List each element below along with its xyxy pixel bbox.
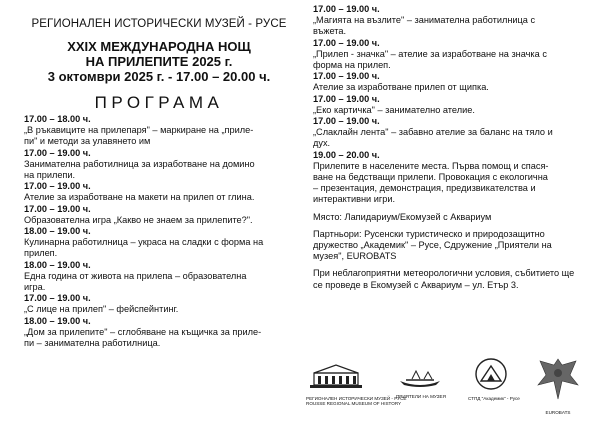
bat-icon	[532, 355, 584, 405]
eurobats-logo	[532, 355, 584, 415]
program-text: – презентация, демонстрация, предизвикателства и	[313, 183, 536, 194]
program-text: Партньори: Русенски туристическо и природозащитно	[313, 228, 545, 239]
program-list-right	[313, 4, 585, 291]
museum-logo	[306, 361, 407, 407]
program-text: дружество „Академик" – Русе, Сдружение „Приятели на	[313, 240, 552, 251]
program-text: ване на бедстващи прилепи. Провокация с екологична	[313, 172, 548, 183]
friends-logo	[396, 367, 444, 399]
ship-icon	[396, 367, 444, 389]
program-text: прилеп.	[24, 248, 58, 259]
program-text: Образователна игра „Какво не знаем за прилепите?".	[24, 214, 253, 225]
friends-logo-caption: ПРИЯТЕЛИ НА МУЗЕЯ	[396, 394, 446, 399]
program-text: интерактивни игри.	[313, 194, 396, 205]
museum-logo-caption: РЕГИОНАЛЕН ИСТОРИЧЕСКИ МУЗЕЙ - РУСЕ	[306, 396, 407, 401]
program-text: „В ръкавиците на прилепаря" – маркиране на „прилe-	[24, 125, 254, 136]
program-text: „С лице на прилеп" – фейспейнтинг.	[24, 304, 179, 315]
time-slot: 17.00 – 18.00 ч.	[24, 114, 91, 124]
program-text: Занимателна работилница за изработване на домино	[24, 158, 255, 169]
time-slot: 17.00 – 19.00 ч.	[313, 71, 380, 82]
program-text: „Еко картичка" – занимателно ателие.	[313, 104, 475, 115]
program-text: Ателие за изработване на макети на прилеп от глина.	[24, 192, 255, 203]
time-slot: 18.00 – 19.00 ч.	[24, 226, 91, 237]
program-text: Кулинарна работилница – украса на сладки с форма на	[24, 237, 264, 248]
time-slot: 17.00 – 19.00 ч.	[24, 181, 91, 192]
program-list-left	[24, 114, 294, 349]
time-slot: 17.00 – 19.00 ч.	[24, 293, 91, 304]
program-text: пи – занимателна работилница.	[24, 338, 161, 349]
program-text: Място: Лапидариум/Екомузей с Аквариум	[313, 211, 492, 222]
time-slot: 18.00 – 19.00 ч.	[24, 315, 91, 326]
time-slot: 17.00 – 19.00 ч.	[313, 37, 380, 48]
program-text: Ателие за изработване прилеп от щипка.	[313, 82, 489, 93]
program-heading: ПРОГРАМА	[94, 93, 224, 112]
time-slot: 17.00 – 19.00 ч.	[24, 203, 91, 214]
eurobats-logo-caption: EUROBATS	[545, 410, 571, 415]
program-text: форма на прилеп.	[313, 60, 391, 71]
time-slot: 17.00 – 19.00 ч.	[24, 147, 91, 158]
time-slot: 18.00 – 19.00 ч.	[24, 259, 91, 270]
program-text: Прилепите в населените места. Първа помощ и спася-	[313, 160, 549, 171]
program-text: „Магията на възлите" – занимателна работилница с	[313, 15, 536, 26]
event-date: 3 октомври 2025 г. - 17.00 – 20.00 ч.	[47, 69, 271, 84]
program-text: се проведе в Екомузей с Аквариум – ул. Етър 3.	[313, 279, 519, 290]
program-text: „Прилеп - значка" – ателие за изработване на значка с	[313, 48, 547, 59]
program-text: дух.	[313, 138, 331, 149]
program-text: Една година от живота на прилепа – образователна	[24, 270, 247, 281]
program-text: музея", EUROBATS	[313, 251, 397, 262]
partner-logos	[300, 355, 592, 417]
program-text: „Дом за прилепите" – сглобяване на къщичка за прилe-	[24, 326, 262, 337]
akademik-emblem-icon	[468, 357, 514, 391]
akademik-logo	[468, 357, 520, 401]
museum-title: РЕГИОНАЛЕН ИСТОРИЧЕСКИ МУЗЕЙ - РУСЕ	[31, 18, 287, 30]
time-slot: 17.00 – 19.00 ч.	[313, 93, 380, 104]
program-text: „Слаклайн лента" – забавно ателие за баланс на тяло и	[313, 127, 553, 138]
program-text: игра.	[24, 282, 46, 293]
right-column	[313, 4, 585, 291]
program-text: При неблагоприятни метеорологични условия, събитието ще	[313, 268, 575, 279]
program-text: пи" и методи за улавянето им	[24, 136, 151, 147]
event-title-line2: НА ПРИЛЕПИТЕ 2025 г.	[85, 54, 233, 69]
museum-logo-caption-en: ROUSSE REGIONAL MUSEUM OF HISTORY	[306, 401, 402, 407]
museum-building-icon	[306, 361, 366, 391]
left-column	[24, 18, 294, 349]
event-title-line1: XXIX МЕЖДУНАРОДНА НОЩ	[67, 39, 251, 54]
program-text: на прилепи.	[24, 170, 76, 181]
time-slot: 17.00 – 19.00 ч.	[313, 4, 380, 14]
time-slot: 19.00 – 20.00 ч.	[313, 149, 380, 160]
program-text: въжета.	[313, 26, 347, 37]
time-slot: 17.00 – 19.00 ч.	[313, 116, 380, 127]
akademik-logo-caption: СТПД "Академик" - Русе	[468, 396, 520, 401]
